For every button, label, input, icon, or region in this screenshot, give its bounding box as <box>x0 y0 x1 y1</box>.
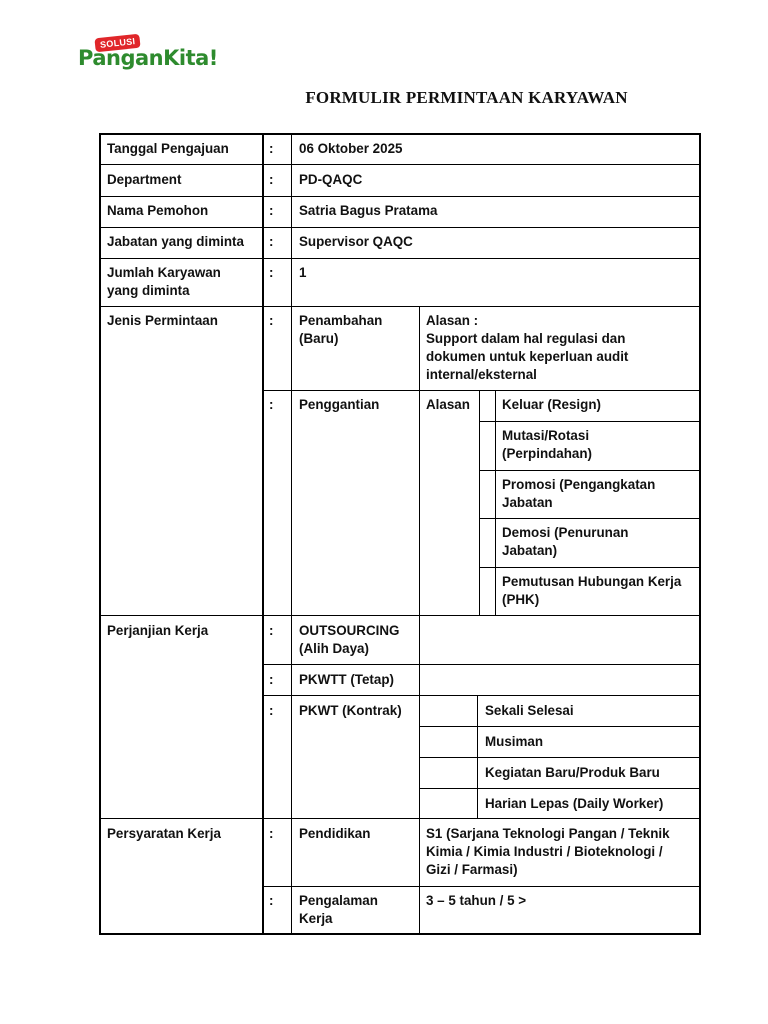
reason-phk-line1: Pemutusan Hubungan Kerja <box>502 574 682 589</box>
pkwt-harian-lepas: Harian Lepas (Daily Worker) <box>485 796 664 811</box>
alasan-text-line3: internal/eksternal <box>426 367 537 382</box>
value-jabatan: Supervisor QAQC <box>299 234 413 249</box>
reason-demosi-line1: Demosi (Penurunan <box>502 525 629 540</box>
logo-exclamation: ! <box>208 46 218 70</box>
alasan-text-line1: Support dalam hal regulasi dan <box>426 331 626 346</box>
option-penambahan-line2: (Baru) <box>299 331 339 346</box>
label-pendidikan: Pendidikan <box>299 826 371 841</box>
option-outsourcing-line1: OUTSOURCING <box>299 623 400 638</box>
option-penambahan-line1: Penambahan <box>299 313 383 328</box>
value-pengalaman: 3 – 5 tahun / 5 > <box>426 893 527 908</box>
colon: : <box>269 826 274 841</box>
document-title-text: FORMULIR PERMINTAAN KARYAWAN <box>305 88 628 107</box>
value-pendidikan-line3: Gizi / Farmasi) <box>426 862 518 877</box>
colon: : <box>269 703 274 718</box>
colon: : <box>269 234 274 249</box>
reason-demosi-line2: Jabatan) <box>502 543 558 558</box>
value-tanggal-pengajuan: 06 Oktober 2025 <box>299 141 403 156</box>
logo-badge: SOLUSI <box>94 34 141 53</box>
colon: : <box>269 623 274 638</box>
value-nama-pemohon: Satria Bagus Pratama <box>299 203 438 218</box>
reason-promosi-line2: Jabatan <box>502 495 553 510</box>
reason-keluar-resign: Keluar (Resign) <box>502 397 601 412</box>
pkwt-sekali-selesai: Sekali Selesai <box>485 703 574 718</box>
label-jenis-permintaan: Jenis Permintaan <box>107 313 218 328</box>
value-pendidikan-line2: Kimia / Kimia Industri / Bioteknologi / <box>426 844 663 859</box>
logo-wordmark-text: PanganKita <box>78 46 209 70</box>
colon: : <box>269 313 274 328</box>
option-penggantian: Penggantian <box>299 397 380 412</box>
label-persyaratan-kerja: Persyaratan Kerja <box>107 826 221 841</box>
label-jumlah-line1: Jumlah Karyawan <box>107 265 221 280</box>
label-tanggal-pengajuan: Tanggal Pengajuan <box>107 141 229 156</box>
pkwt-kegiatan-baru: Kegiatan Baru/Produk Baru <box>485 765 660 780</box>
label-department: Department <box>107 172 182 187</box>
reason-promosi-line1: Promosi (Pengangkatan <box>502 477 656 492</box>
colon: : <box>269 172 274 187</box>
pkwt-musiman: Musiman <box>485 734 544 749</box>
reason-phk-line2: (PHK) <box>502 592 540 607</box>
label-nama-pemohon: Nama Pemohon <box>107 203 209 218</box>
value-pendidikan-line1: S1 (Sarjana Teknologi Pangan / Teknik <box>426 826 670 841</box>
option-pkwt: PKWT (Kontrak) <box>299 703 402 718</box>
value-jumlah: 1 <box>299 265 307 280</box>
label-pengalaman-line2: Kerja <box>299 911 333 926</box>
label-jumlah-line2: yang diminta <box>107 283 190 298</box>
colon: : <box>269 672 274 687</box>
alasan-text-line2: dokumen untuk keperluan audit <box>426 349 629 364</box>
reason-mutasi-line1: Mutasi/Rotasi <box>502 428 590 443</box>
option-outsourcing-line2: (Alih Daya) <box>299 641 369 656</box>
label-pengalaman-line1: Pengalaman <box>299 893 378 908</box>
alasan-penggantian-label: Alasan <box>426 397 470 412</box>
colon: : <box>269 893 274 908</box>
alasan-label: Alasan : <box>426 313 479 328</box>
label-perjanjian-kerja: Perjanjian Kerja <box>107 623 209 638</box>
colon: : <box>269 397 274 412</box>
colon: : <box>269 203 274 218</box>
option-pkwtt: PKWTT (Tetap) <box>299 672 394 687</box>
label-jabatan: Jabatan yang diminta <box>107 234 244 249</box>
colon: : <box>269 265 274 280</box>
reason-mutasi-line2: (Perpindahan) <box>502 446 593 461</box>
colon: : <box>269 141 274 156</box>
value-department: PD-QAQC <box>299 172 363 187</box>
